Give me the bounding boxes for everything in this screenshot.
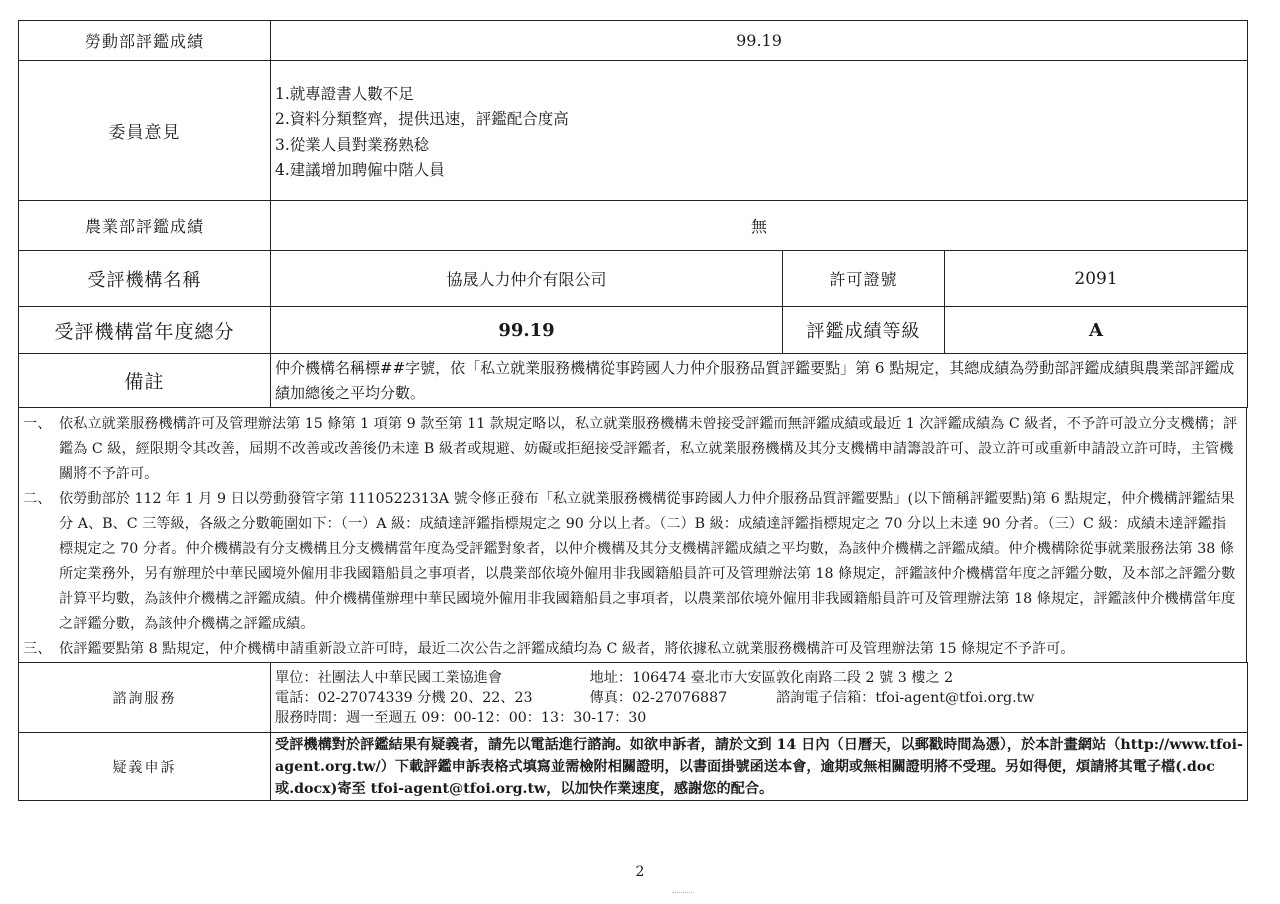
labor-score-label: 勞動部評鑑成績 [19, 21, 271, 61]
appeal-row [19, 733, 1248, 801]
agri-score-label: 農業部評鑑成績 [19, 201, 271, 251]
appeal-text: 受評機構對於評鑑結果有疑義者，請先以電話進行諮詢。如欲申訴者，請於文到 14 日內（日曆天，以郵戳時間為憑），於本計畫網站（http://www.tfoi-agent.org.tw/）下載評鑑申訴表格式填寫並需檢附相關證明，以書面掛號函送本會，逾期或無相關證明將不受理。另如得便，煩請將其電子檔(.doc 或.docx)寄至 tfoi-agent@tfoi.org.tw，以加快作業速度，感謝您的配合。 [271, 733, 1248, 801]
agri-score-value: 無 [271, 201, 1248, 251]
remark-text: 仲介機構名稱標##字號，依「私立就業服務機構從事跨國人力仲介服務品質評鑑要點」第 6 點規定，其總成績為勞動部評鑑成績與農業部評鑑成績加總後之平均分數。 [271, 354, 1248, 408]
consult-label: 諮詢服務 [19, 663, 271, 733]
committee-opinion-list [271, 61, 1248, 201]
consult-unit: 單位：社團法人中華民國工業協進會 [275, 669, 503, 686]
org-name-row [19, 251, 1248, 307]
consult-fax: 傳真：02-27076887 [589, 689, 728, 706]
contact-table [18, 662, 1248, 801]
committee-opinion-item: 3.從業人員對業務熟稔 [275, 135, 430, 154]
scan-speck [672, 892, 694, 897]
committee-opinion-label: 委員意見 [19, 61, 271, 201]
evaluation-document [18, 20, 1247, 801]
labor-score-value: 99.19 [271, 21, 1248, 61]
total-score-value: 99.19 [271, 307, 783, 354]
note-text: 依勞動部於 112 年 1 月 9 日以勞動發管字第 1110522313A 號令修正發布「私立就業服務機構從事跨國人力仲介服務品質評鑑要點」(以下簡稱評鑑要點)第 6 點規定，仲介機構評鑑結果分 A、B、C 三等級，各級之分數範圍如下：（一）A 級：成績達評鑑指標規定之 90 分以上者。（二）B 級：成績達評鑑指標規定之 70 分以上未達 90 分者。（三）C 級：成績未達評鑑指標規定之 70 分者。仲介機構設有分支機構且分支機構當年度為受評鑑對象者，以仲介機構及其分支機構評鑑成績之平均數，為該仲介機構之評鑑成績。仲介機構除從事就業服務法第 38 條所定業務外，另有辦理於中華民國境外僱用非我國籍船員之事項者，以農業部依境外僱用非我國籍船員許可及管理辦法第 18 條規定，評鑑該仲介機構當年度之評鑑分數，及本部之評鑑分數計算平均數，為該仲介機構之評鑑成績。仲介機構僅辦理中華民國境外僱用非我國籍船員之事項者，以農業部依境外僱用非我國籍船員許可及管理辦法第 18 條規定，評鑑該仲介機構當年度之評鑑分數，為該仲介機構之評鑑成績。 [59, 491, 1236, 632]
note-marker: 三、 [23, 641, 52, 657]
note-marker: 一、 [23, 416, 52, 432]
agri-score-row [19, 201, 1248, 251]
grade-label: 評鑑成績等級 [783, 307, 945, 354]
total-score-row [19, 307, 1248, 354]
consult-info [271, 663, 1248, 733]
total-score-label: 受評機構當年度總分 [19, 307, 271, 354]
org-name-value: 協晟人力仲介有限公司 [271, 251, 783, 307]
note-text: 依評鑑要點第 8 點規定，仲介機構申請重新設立許可時，最近二次公告之評鑑成績均為 C 級者，將依據私立就業服務機構許可及管理辦法第 15 條規定不予許可。 [59, 641, 1075, 657]
license-label: 許可證號 [783, 251, 945, 307]
note-item [23, 637, 1238, 662]
committee-opinion-item: 2.資料分類整齊，提供迅速，評鑑配合度高 [275, 110, 569, 128]
org-name-label: 受評機構名稱 [19, 251, 271, 307]
note-marker: 二、 [23, 491, 52, 507]
grade-value: A [945, 307, 1248, 354]
committee-opinion-item: 4.建議增加聘僱中階人員 [275, 161, 445, 179]
committee-opinion-row [19, 61, 1248, 201]
note-item [23, 487, 1238, 637]
evaluation-table [18, 20, 1248, 408]
remark-row [19, 354, 1248, 408]
remark-label: 備註 [19, 354, 271, 408]
note-item [23, 412, 1238, 487]
consult-hours: 服務時間：週一至週五 09：00-12：00：13：30-17：30 [275, 709, 647, 726]
consult-row [19, 663, 1248, 733]
consult-address: 地址：106474 臺北市大安區敦化南路二段 2 號 3 樓之 2 [589, 669, 954, 686]
page-number: 2 [635, 864, 645, 880]
labor-score-row [19, 21, 1248, 61]
consult-email: 諮詢電子信箱：tfoi-agent@tfoi.org.tw [776, 689, 1035, 706]
committee-opinion-item: 1.就專證書人數不足 [275, 84, 414, 103]
appeal-label: 疑義申訴 [19, 733, 271, 801]
consult-phone: 電話：02-27074339 分機 20、22、23 [275, 689, 533, 706]
note-text: 依私立就業服務機構許可及管理辦法第 15 條第 1 項第 9 款至第 11 款規定略以，私立就業服務機構未曾接受評鑑而無評鑑成績或最近 1 次評鑑成績為 C 級者，不予許可設立分支機構；評鑑為 C 級，經限期令其改善，屆期不改善或改善後仍未達 B 級者或規避、妨礙或拒絕接受評鑑者，私立就業服務機構及其分支機構申請籌設許可、設立許可或重新申請設立許可時，主管機關將不予許可。 [59, 416, 1238, 482]
license-value: 2091 [945, 251, 1248, 307]
notes-section [18, 408, 1247, 662]
